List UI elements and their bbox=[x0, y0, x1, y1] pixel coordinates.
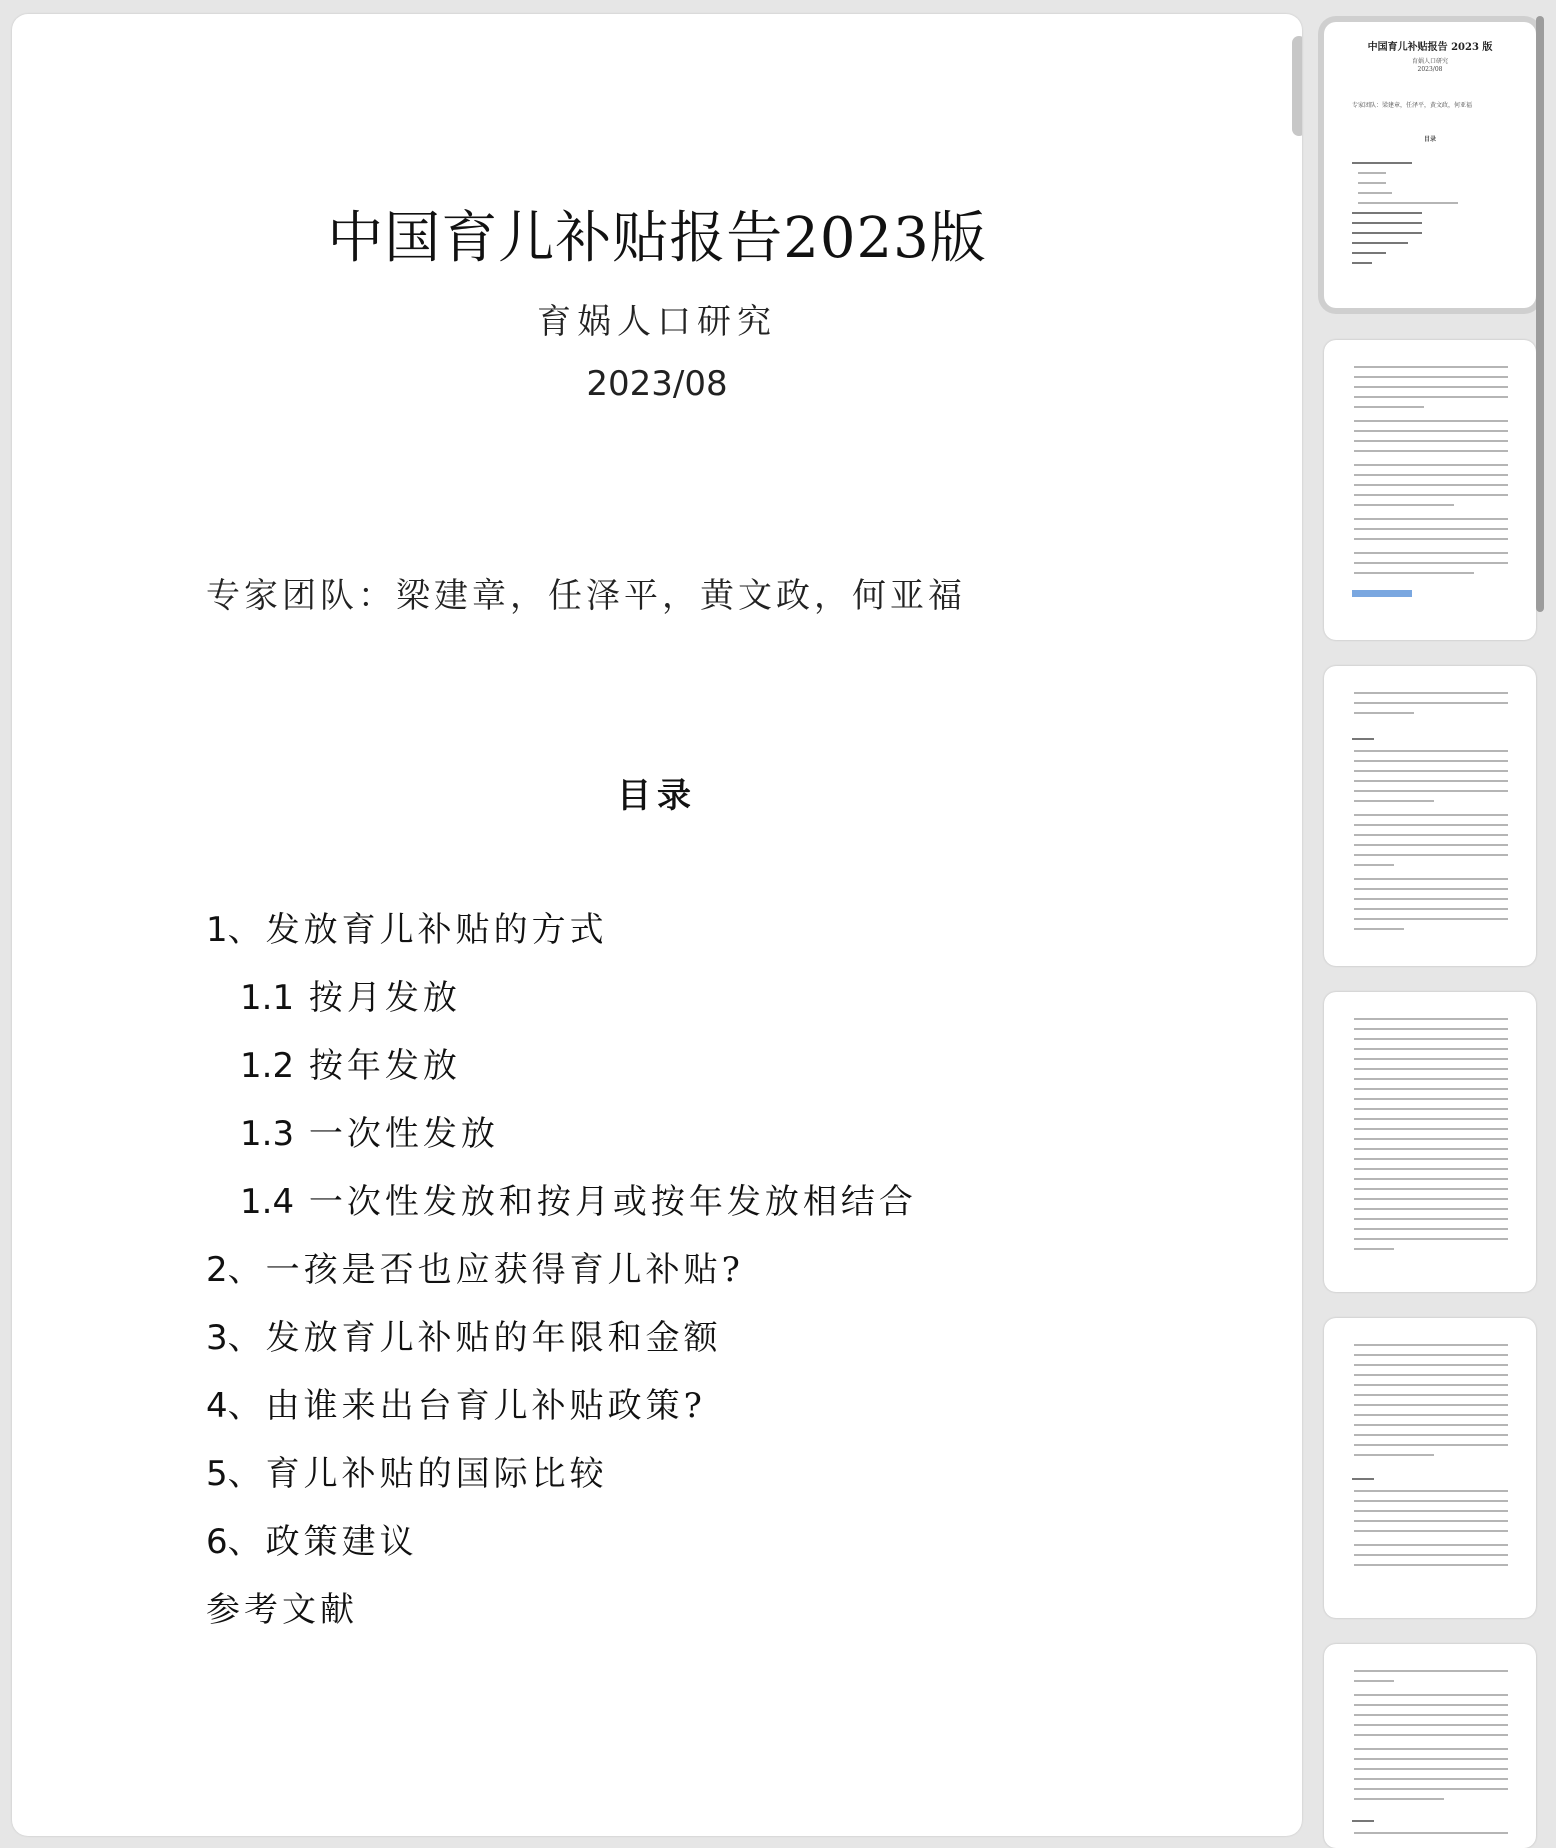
main-scrollbar-thumb[interactable] bbox=[1292, 36, 1302, 136]
toc-item-number: 6 bbox=[206, 1522, 228, 1562]
toc-item[interactable] bbox=[206, 1514, 418, 1563]
toc-item-label: 一次性发放 bbox=[294, 1114, 499, 1154]
thumbnail-team: 专家团队：梁建章，任泽平，黄文政，何亚福 bbox=[1352, 102, 1473, 109]
toc-item[interactable] bbox=[206, 1582, 358, 1631]
toc-item[interactable] bbox=[206, 1446, 608, 1495]
toc-heading: 目录 bbox=[617, 776, 697, 816]
document-date: 2023/08 bbox=[586, 364, 728, 404]
toc-item[interactable] bbox=[206, 1378, 706, 1427]
toc-item[interactable] bbox=[240, 1038, 461, 1087]
thumbnail-toc-heading: 目录 bbox=[1423, 136, 1436, 143]
thumbnail-date: 2023/08 bbox=[1417, 66, 1443, 73]
toc-item-number: 1.1 bbox=[240, 978, 295, 1018]
toc-item[interactable] bbox=[206, 1310, 722, 1359]
toc-item-label: 、政策建议 bbox=[227, 1522, 418, 1562]
toc-item-number: 3 bbox=[206, 1318, 228, 1358]
toc-item-label: 参考文献 bbox=[206, 1590, 358, 1630]
toc-item-label: 、发放育儿补贴的方式 bbox=[227, 910, 608, 950]
page-thumbnail-3[interactable] bbox=[1324, 666, 1536, 966]
toc-item-number: 1.4 bbox=[240, 1182, 295, 1222]
page-thumbnail-2[interactable] bbox=[1324, 340, 1536, 640]
toc-item[interactable] bbox=[206, 902, 608, 951]
toc-item-label: 一次性发放和按月或按年发放相结合 bbox=[294, 1182, 917, 1222]
document-page[interactable] bbox=[12, 14, 1302, 1836]
toc-item-number: 1 bbox=[206, 910, 228, 950]
expert-team: 专家团队：梁建章，任泽平，黄文政，何亚福 bbox=[206, 576, 966, 616]
toc-item[interactable] bbox=[240, 1174, 917, 1223]
thumbnail-scrollbar-thumb[interactable] bbox=[1536, 16, 1544, 612]
toc-item-label: 、育儿补贴的国际比较 bbox=[227, 1454, 608, 1494]
toc-item[interactable] bbox=[206, 1242, 744, 1291]
toc-item-number: 4 bbox=[206, 1386, 228, 1426]
toc-item[interactable] bbox=[240, 1106, 499, 1155]
toc-item[interactable] bbox=[240, 970, 461, 1019]
toc-item-number: 1.2 bbox=[240, 1046, 295, 1086]
document-title: 中国育儿补贴报告2023版 bbox=[327, 206, 987, 271]
thumbnail-title: 中国育儿补贴报告 2023 版 bbox=[1367, 42, 1493, 53]
toc-item-label: 、一孩是否也应获得育儿补贴? bbox=[227, 1250, 744, 1290]
toc-item-number: 5 bbox=[206, 1454, 228, 1494]
page-thumbnail-4[interactable] bbox=[1324, 992, 1536, 1292]
toc-item-number: 2 bbox=[206, 1250, 228, 1290]
thumbnail-subtitle: 育娲人口研究 bbox=[1411, 58, 1448, 65]
toc-item-number: 1.3 bbox=[240, 1114, 295, 1154]
page-thumbnail-1[interactable] bbox=[1324, 22, 1536, 308]
toc-item-label: 、由谁来出台育儿补贴政策? bbox=[227, 1386, 706, 1426]
thumbnail-selection-highlight bbox=[1352, 590, 1412, 597]
toc-item-label: 按月发放 bbox=[294, 978, 461, 1018]
toc-item-label: 按年发放 bbox=[294, 1046, 461, 1086]
toc-item-label: 、发放育儿补贴的年限和金额 bbox=[227, 1318, 722, 1358]
document-subtitle: 育娲人口研究 bbox=[537, 302, 777, 342]
page-thumbnail-6[interactable] bbox=[1324, 1644, 1536, 1848]
page-thumbnail-5[interactable] bbox=[1324, 1318, 1536, 1618]
